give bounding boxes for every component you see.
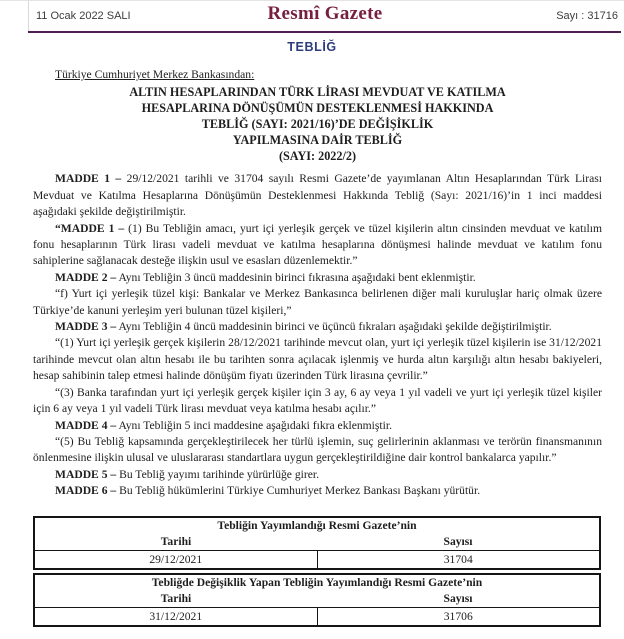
document-body xyxy=(33,67,602,500)
article-lead: MADDE 1 – xyxy=(55,172,122,186)
issue-number: Sayı : 31716 xyxy=(556,10,618,22)
title-line: ALTIN HESAPLARINDAN TÜRK LİRASI MEVDUAT VE KATILMA xyxy=(129,85,506,100)
table-row xyxy=(34,607,600,626)
gazette-reference-tables xyxy=(33,516,602,627)
column-header-number: Sayısı xyxy=(443,535,473,549)
document-title xyxy=(33,84,602,164)
gazette-header xyxy=(28,1,621,31)
paragraph-text: Bu Tebliğ hükümlerini Türkiye Cumhuriyet Merkez Bankası Başkanı yürütür. xyxy=(116,484,481,498)
cell-date: 29/12/2021 xyxy=(34,550,317,569)
article-lead: MADDE 6 – xyxy=(55,484,117,498)
paragraph-text: Aynı Tebliğin 5 inci maddesine aşağıdaki fıkra eklenmiştir. xyxy=(116,418,392,432)
doc-paragraph-madde-2 xyxy=(33,270,602,286)
table-title-row xyxy=(34,574,600,591)
doc-paragraph-madde-4 xyxy=(33,418,602,434)
doc-paragraph-quoted-madde-1 xyxy=(33,221,602,270)
cell-date: 31/12/2021 xyxy=(34,607,317,626)
title-line: (SAYI: 2022/2) xyxy=(278,149,357,164)
article-lead: MADDE 4 – xyxy=(55,418,117,432)
table-title: Tebliğin Yayımlandığı Resmi Gazete’nin xyxy=(217,519,417,533)
amending-gazette-table xyxy=(33,573,601,627)
title-line: YAPILMASINA DAİR TEBLİĞ xyxy=(232,133,403,148)
source-authority-line: Türkiye Cumhuriyet Merkez Bankasından: xyxy=(55,68,255,81)
doc-paragraph-fikra-5 xyxy=(33,434,602,467)
paragraph-text: “(1) Yurt içi yerleşik gerçek kişilerin 28/12/2021 tarihinde mevcut olan, yurt içi yerleşik tüzel kişilerin ise 31/12/2021 tarihinde mevcut olan altın hesabı ile bu tarihten sonra açılacak işlenmiş ve hurda altın karşılığı altın hesabı bakiyeleri, hesap sahibinin talep etmesi halinde dönüşüm fiyatı üzerinden Türk lirasına çevrilir.” xyxy=(33,336,602,383)
doc-paragraph-madde-5 xyxy=(33,467,602,483)
doc-paragraph-madde-6 xyxy=(33,483,602,499)
table-header-row xyxy=(34,534,600,551)
doc-paragraph-bent-f xyxy=(33,286,602,319)
table-title: Tebliğde Değişiklik Yapan Tebliğin Yayımlandığı Resmi Gazete’nin xyxy=(151,576,483,590)
table-row xyxy=(34,550,600,569)
doc-paragraph-madde-3 xyxy=(33,319,602,335)
article-lead: MADDE 5 – xyxy=(55,467,117,481)
cell-number: 31704 xyxy=(317,550,600,569)
title-line: HESAPLARINA DÖNÜŞÜMÜN DESTEKLENMESİ HAKKINDA xyxy=(141,101,494,116)
table-header-row xyxy=(34,591,600,608)
article-lead: “MADDE 1 – xyxy=(55,221,125,235)
column-header-date: Tarihi xyxy=(160,592,192,606)
article-lead: MADDE 3 – xyxy=(55,320,117,334)
paragraph-text: Bu Tebliğ yayımı tarihinde yürürlüğe girer. xyxy=(116,467,319,481)
header-date: 11 Ocak 2022 SALI xyxy=(36,10,131,22)
column-header-number: Sayısı xyxy=(443,592,473,606)
doc-paragraph-fikra-1 xyxy=(33,335,602,384)
published-gazette-table xyxy=(33,516,601,570)
paragraph-text: (1) Bu Tebliğin amacı, yurt içi yerleşik gerçek ve tüzel kişilerin altın cinsinden mevduat ve katılım fonu hesaplarının Türk lirası vadeli mevduat ve katılma hesaplarına dönüşmesi halinde mevduat ve katılım fonu sahiplerine sağlanacak desteğe ilişkin usul ve esasları düzenlemektir.” xyxy=(33,221,602,268)
table-title-row xyxy=(34,517,600,534)
column-header-date: Tarihi xyxy=(160,535,192,549)
paragraph-text: 29/12/2021 tarihli ve 31704 sayılı Resmi Gazete’de yayımlanan Altın Hesaplarından Türk Lirası Mevduat ve Katılma Hesaplarına Dönüşümün Desteklenmesi Hakkında Tebliğ (Sayı: 2021/16)’in 1 inci maddesi aşağıdaki şekilde değiştirilmiştir. xyxy=(33,172,602,219)
header-divider xyxy=(28,31,621,33)
masthead-title: Resmî Gazete xyxy=(267,3,383,24)
cell-number: 31706 xyxy=(317,607,600,626)
doc-paragraph-fikra-3 xyxy=(33,385,602,418)
section-heading: TEBLİĞ xyxy=(287,40,337,54)
paragraph-text: “(3) Banka tarafından yurt içi yerleşik gerçek kişiler için 3 ay, 6 ay veya 1 yıl vadeli ve yurt içi yerleşik tüzel kişiler için 6 ay veya 1 yıl vadeli Türk lirası mevduat veya katılma hesabı açılır.” xyxy=(33,385,602,416)
paragraph-text: “f) Yurt içi yerleşik tüzel kişi: Bankalar ve Merkez Bankasınca belirlenen diğer mali kuruluşlar hariç olmak üzere Türkiye’de kanuni yerleşim yeri bulunan tüzel kişileri,” xyxy=(33,287,602,317)
doc-paragraph-madde-1 xyxy=(33,171,602,220)
article-lead: MADDE 2 – xyxy=(55,270,117,284)
paragraph-text: Aynı Tebliğin 3 üncü maddesinin birinci fıkrasına aşağıdaki bent eklenmiştir. xyxy=(116,270,476,284)
paragraph-text: Aynı Tebliğin 4 üncü maddesinin birinci ve üçüncü fıkraları aşağıdaki şekilde değiştirilmiştir. xyxy=(116,320,552,334)
paragraph-text: “(5) Bu Tebliğ kapsamında gerçekleştirilecek her türlü işlemin, suç gelirlerinin aklanması ve terörün finansmanının önlenmesine ilişkin ulusal ve uluslararası standartlara uygun gerçekleştirildiğine dair kontrol bankalarca yapılır.” xyxy=(33,434,602,465)
title-line: TEBLİĞ (SAYI: 2021/16)’DE DEĞİŞİKLİK xyxy=(201,117,434,132)
